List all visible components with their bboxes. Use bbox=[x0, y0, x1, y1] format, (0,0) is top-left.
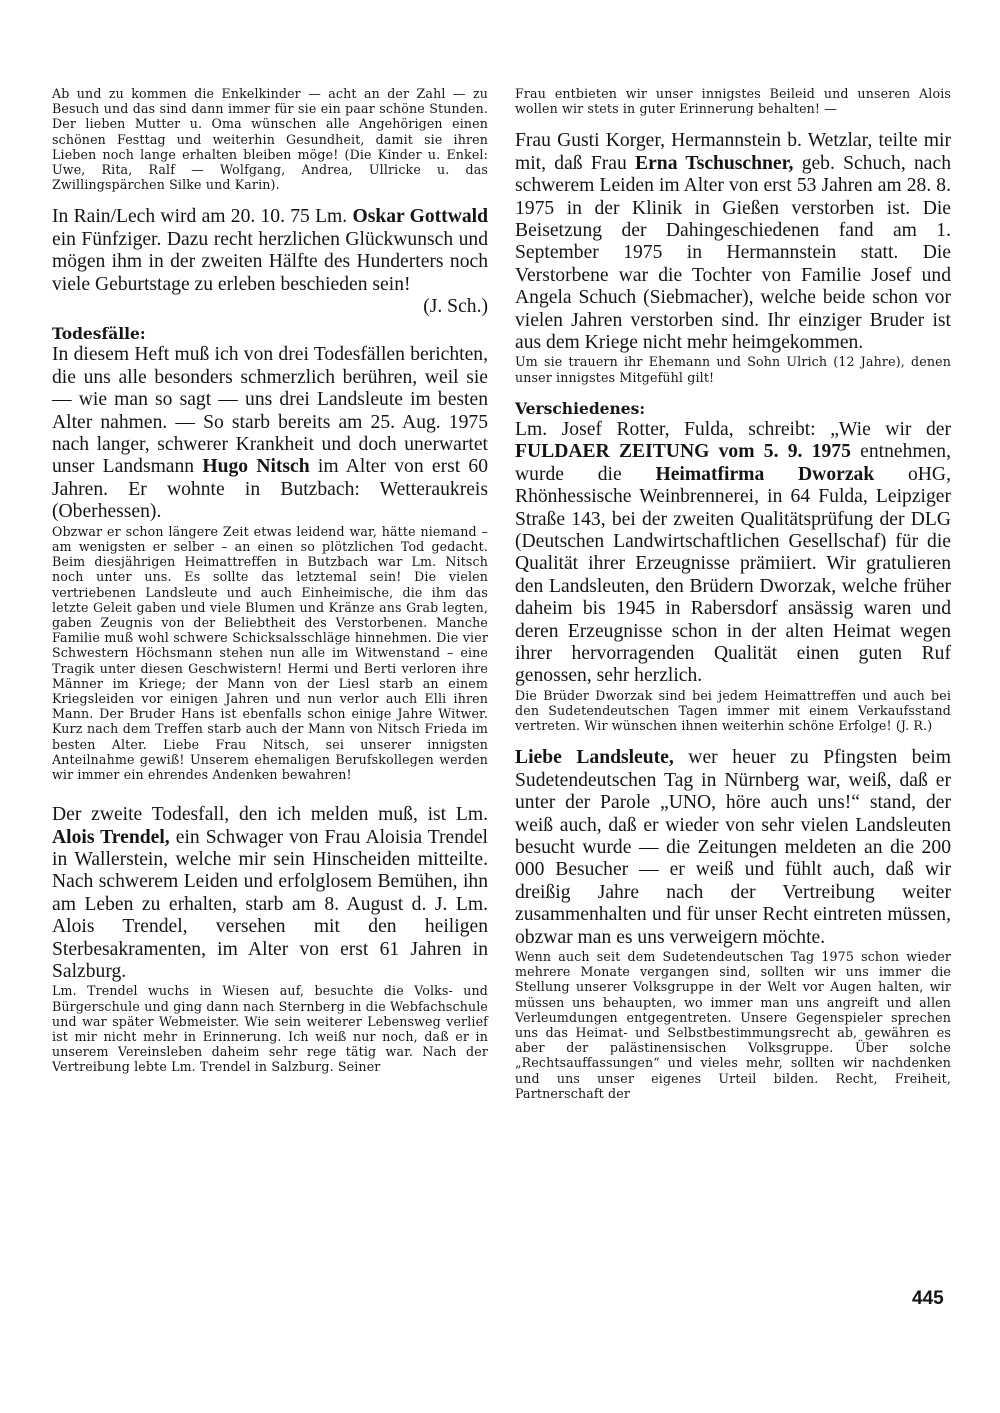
tschuschner-paragraph: Frau Gusti Korger, Hermannstein b. Wetzlar, teilte mir mit, daß Frau Erna Tschuschner, geb. Schuch, nach schwerem Leiden im Alter von erst 53 Jahren am 28. 8. 1975 in der Klinik in Gießen verstorben ist. Die Beisetzung der Dahingeschiedenen fand am 1. September 1975 in Hermannstein statt. Die Verstorbene war die Tochter von Familie Josef und Angela Schuch (Siebmacher), welche beide schon vor vielen Jahren verstorben sind. Ihr einziger Bruder ist aus dem Kriege nicht mehr heimgekommen. bbox=[515, 130, 951, 354]
newspaper-reference: FULDAER ZEITUNG vom 5. 9. 1975 bbox=[515, 441, 851, 463]
nitsch-details-paragraph: Obzwar er schon längere Zeit etwas leidend war, hätte niemand – am wenigsten er selber – an einen so plötzlichen Tod gedacht. Beim diesjährigen Heimattreffen in Butzbach war Lm. Nitsch noch unter uns. Es sollte das letztemal sein! Die vielen vertriebenen Landsleute und auch Einheimische, die ihm das letzte Geleit gaben und viele Blumen und Kränze ans Grab legten, gaben Zeugnis von der Beliebtheit des Verstorbenen. Manche Familie muß wohl schwere Schicksalsschläge hinnehmen. Die vier Schwestern Höchsmann stehen nun alle im Witwenstand – eine Tragik unter diesen Geschwistern! Hermi und Berti verloren ihre Männer im Kriege; der Mann von der Liesl starb an einem Kriegsleiden vor einigen Jahren und nun verlor auch Elli ihren Mann. Der Bruder Hans ist ebenfalls schon einige Jahre Witwer. Kurz nach dem Treffen starb auch der Mann von Nitsch Frieda im besten Alter. Liebe Frau Nitsch, sei unserer innigsten Anteilnahme gewiß! Unserem ehemaligen Berufskollegen werden wir immer ein ehrendes Andenken bewahren! bbox=[52, 523, 488, 782]
right-column bbox=[515, 86, 951, 1101]
trendel-end-paragraph: Frau entbieten wir unser innigstes Beileid und unseren Alois wollen wir stets in guter Erinnerung behalten! — bbox=[515, 86, 951, 117]
page-number: 445 bbox=[912, 1288, 944, 1309]
person-name-gottwald: Oskar Gottwald bbox=[352, 206, 488, 228]
dworzak-details-paragraph: Die Brüder Dworzak sind bei jedem Heimattreffen und auch bei den Sudetendeutschen Tagen immer mit einem Verkaufsstand vertreten. Wir wünschen ihnen weiterhin schöne Erfolge! (J. R.) bbox=[515, 687, 951, 734]
person-name-trendel: Alois Trendel, bbox=[52, 826, 170, 848]
gottwald-paragraph: In Rain/Lech wird am 20. 10. 75 Lm. Oskar Gottwald ein Fünfziger. Dazu recht herzlichen Glückwunsch und mögen ihm in der zweiten Hälfte des Hunderters noch viele Geburtstage zu erleben beschieden sein! bbox=[52, 206, 488, 295]
birthday-family-paragraph: Ab und zu kommen die Enkelkinder — acht an der Zahl — zu Besuch und das sind dann immer für sie ein paar schöne Stunden. Der lieben Mutter u. Oma wünschen alle Angehörigen einen schönen Festtag und weiterhin Gesundheit, damit sie ihren Lieben noch lange erhalten bleiben möge! (Die Kinder u. Enkel: Uwe, Rita, Ralf — Wolfgang, Andrea, Ullricke u. das Zwillingspärchen Silke und Karin). bbox=[52, 86, 488, 193]
person-name-nitsch: Hugo Nitsch bbox=[202, 456, 310, 478]
signature-j-sch: (J. Sch.) bbox=[423, 296, 488, 318]
trendel-paragraph: Der zweite Todesfall, den ich melden muß, ist Lm. Alois Trendel, ein Schwager von Frau Aloisia Trendel in Wallerstein, welche mir sein Hinscheiden mitteilte. Nach schwerem Leiden und erfolglosem Bemühen, ihn am Leben zu erhalten, starb am 8. August d. J. Lm. Alois Trendel, versehen mit den heiligen Sterbesakramenten, im Alter von erst 61 Jahren in Salzburg. bbox=[52, 804, 488, 982]
person-name-tschuschner: Erna Tschuschner, bbox=[635, 152, 794, 174]
tschuschner-details-paragraph: Um sie trauern ihr Ehemann und Sohn Ulrich (12 Jahre), denen unser innigstes Mitgefühl gilt! bbox=[515, 354, 951, 385]
landsleute-paragraph: Liebe Landsleute, wer heuer zu Pfingsten beim Sudetendeutschen Tag in Nürnberg war, weiß, daß er unter der Parole „UNO, höre auch uns!“ stand, der weiß auch, daß er wieder von sehr vielen Landsleuten besucht wurde — die Zeitungen meldeten an die 200 000 Besucher — er weiß und fühlt auch, daß wir dreißig Jahre nach der Vertreibung weiter zusammenhalten und für unser Recht eintreten müssen, obzwar man es uns verweigern möchte. bbox=[515, 747, 951, 948]
section-heading-verschiedenes: Verschiedenes: bbox=[515, 398, 646, 418]
landsleute-details-paragraph: Wenn auch seit dem Sudetendeutschen Tag 1975 schon wieder mehrere Monate vergangen sind, sollten wir uns immer die Stellung unserer Volksgruppe in der Welt vor Augen halten, wir müssen uns behaupten, wo immer man uns angreift und allen Verleumdungen entgegentreten. Unsere Gegenspieler sprechen uns das Heimat- und Selbstbestimmungsrecht ab, gewähren es aber der palästinensischen Volksgruppe. Über solche „Rechtsauffassungen“ und vieles mehr, sollten wir nachdenken und uns unser eigenes Urteil bilden. Recht, Freiheit, Partnerschaft der bbox=[515, 949, 951, 1101]
nitsch-paragraph: In diesem Heft muß ich von drei Todesfällen berichten, die uns alle besonders schmerzlich berühren, weil sie — wie man so sagt — uns drei Landsleute im besten Alter nahmen. — So starb bereits am 25. Aug. 1975 nach langer, schwerer Krankheit und doch unerwartet unser Landsmann Hugo Nitsch im Alter von erst 60 Jahren. Er wohnte in Butzbach: Wetteraukreis (Oberhessen). bbox=[52, 344, 488, 523]
landsleute-lead: Liebe Landsleute, bbox=[515, 747, 674, 769]
dworzak-paragraph: Lm. Josef Rotter, Fulda, schreibt: „Wie wir der FULDAER ZEITUNG vom 5. 9. 1975 entnehmen, wurde die Heimatfirma Dworzak oHG, Rhönhessische Weinbrennerei, in 64 Fulda, Leipziger Straße 143, bei der zweiten Qualitätsprüfung der DLG (Deutschen Landwirtschaftlichen Gesellschaf) für die Qualität ihrer Erzeugnisse prämiiert. Wir gratulieren den Landsleuten, den Brüdern Dworzak, welche früher daheim bis 1945 in Rabersdorf ansässig waren und deren Erzeugnisse schon in der alten Heimat wegen ihrer hervorragenden Qualität einen guten Ruf genossen, sehr herzlich. bbox=[515, 418, 951, 687]
firm-name-dworzak: Heimatfirma Dworzak bbox=[655, 463, 875, 485]
left-column bbox=[52, 86, 488, 1075]
section-heading-todesfaelle: Todesfälle: bbox=[52, 324, 146, 344]
trendel-details-paragraph: Lm. Trendel wuchs in Wiesen auf, besuchte die Volks- und Bürgerschule und ging dann nach Sternberg in die Webfachschule und war später Webmeister. Wie sein weiterer Lebensweg verlief ist mir nicht mehr in Erinnerung. Ich weiß nur noch, daß er in unserem Vereinsleben daheim sehr rege tätig war. Nach der Vertreibung lebte Lm. Trendel in Salzburg. Seiner bbox=[52, 983, 488, 1075]
